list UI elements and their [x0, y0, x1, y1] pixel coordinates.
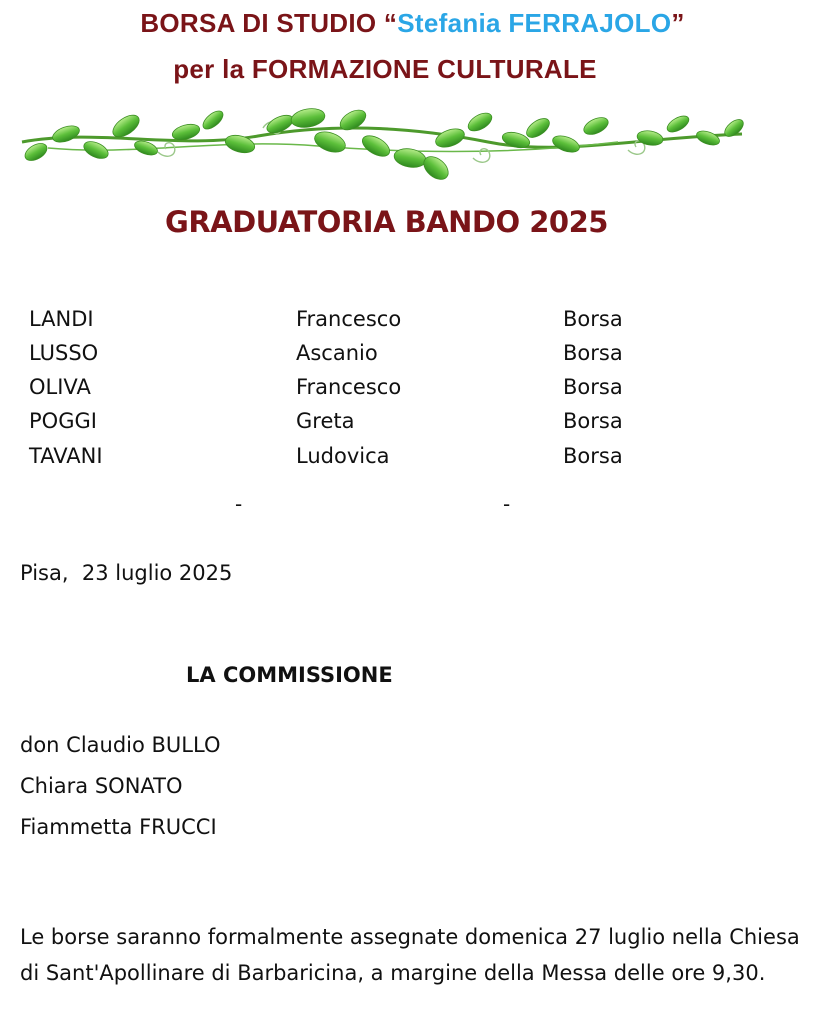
ranking-title: GRADUATORIA BANDO 2025 — [165, 205, 608, 239]
name-cell: Greta — [296, 409, 355, 433]
name-cell: Francesco — [296, 307, 402, 331]
commission-member: Fiammetta FRUCCI — [20, 815, 217, 839]
award-cell: Borsa — [563, 341, 623, 365]
award-cell: Borsa — [563, 375, 623, 399]
surname-cell: LANDI — [29, 307, 94, 331]
surname-cell: TAVANI — [29, 444, 103, 468]
ranking-row — [0, 444, 825, 478]
scholarship-name: Stefania FERRAJOLO — [397, 8, 672, 38]
name-cell: Francesco — [296, 375, 402, 399]
header-line-1 — [0, 8, 825, 39]
surname-cell: LUSSO — [29, 341, 99, 365]
commission-heading: LA COMMISSIONE — [186, 663, 393, 687]
header-line-2: per la FORMAZIONE CULTURALE — [173, 54, 597, 84]
ranking-row — [0, 409, 825, 443]
header-suffix: ” — [671, 8, 685, 38]
name-cell: Ludovica — [296, 444, 390, 468]
header-prefix: BORSA DI STUDIO “ — [140, 8, 398, 38]
award-note: Le borse saranno formalmente assegnate domenica 27 luglio nella Chiesa di Sant'Apollinare di Barbaricina, a margine della Messa delle ore 9,30. — [20, 925, 800, 985]
ranking-row — [0, 307, 825, 341]
award-cell: Borsa — [563, 409, 623, 433]
place-date: Pisa, 23 luglio 2025 — [20, 561, 233, 585]
award-cell: Borsa — [563, 307, 623, 331]
name-cell: Ascanio — [296, 341, 378, 365]
dash-separator: - — [235, 492, 243, 516]
commission-member: don Claudio BULLO — [20, 733, 221, 757]
surname-cell: OLIVA — [29, 375, 91, 399]
ranking-row — [0, 375, 825, 409]
ranking-row — [0, 341, 825, 375]
commission-member: Chiara SONATO — [20, 774, 183, 798]
award-cell: Borsa — [563, 444, 623, 468]
dash-separator: - — [503, 492, 511, 516]
leaf-vine-decoration — [18, 98, 748, 186]
surname-cell: POGGI — [29, 409, 97, 433]
